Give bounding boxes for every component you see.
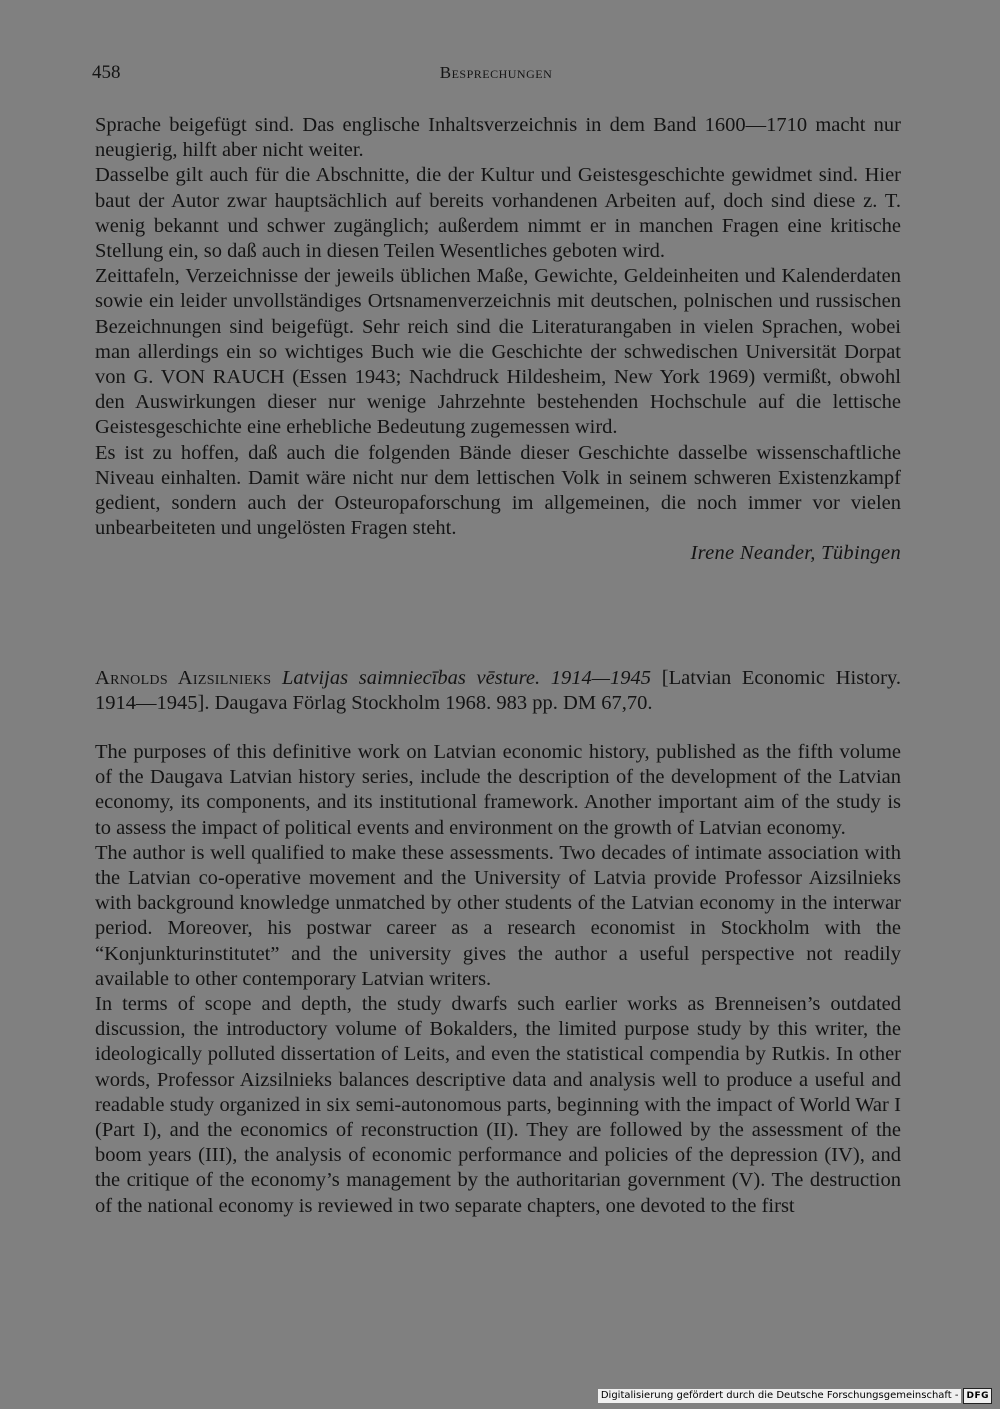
review-german: [95, 113, 901, 567]
review-english: [95, 740, 901, 1219]
bibliographic-entry: [95, 666, 901, 716]
digitization-footer: [598, 1389, 992, 1403]
footer-text: Digitalisierung gefördert durch die Deutsche Forschungsgemeinschaft -: [598, 1389, 962, 1403]
page-number: 458: [92, 62, 121, 83]
dfg-logo: DFG: [963, 1388, 992, 1404]
paragraph: The author is well qualified to make these assessments. Two decades of intimate association with the Latvian co-operative movement and the University of Latvia provide Professor Aizsilnieks with background knowledge unmatched by other students of the Latvian economy in the interwar period. Moreover, his postwar career as a research economist in Stockholm with the “Konjunkturinstitutet” and the university gives the author a useful perspective not readily available to other contemporary Latvian writers.: [95, 841, 901, 990]
book-author: Arnolds Aizsilnieks: [95, 667, 272, 689]
page-header: [92, 60, 900, 86]
paragraph: In terms of scope and depth, the study dwarfs such earlier works as Brenneisen’s outdated discussion, the introductory volume of Bokalders, the limited purpose study by this writer, the ideologically polluted dissertation of Leits, and even the statistical compendia by Rutkis. In other words, Professor Aizsilnieks balances descriptive data and analysis well to produce a useful and readable study organized in six semi-autonomous parts, beginning with the impact of World War I (Part I), and the economics of reconstruction (II). They are followed by the assessment of the boom years (III), the analysis of economic performance and policies of the depression (IV), and the critique of the economy’s management by the authoritarian government (V). The destruction of the national economy is reviewed in two separate chapters, one devoted to the first: [95, 993, 901, 1217]
review-heading: [95, 666, 901, 716]
paragraph: Sprache beigefügt sind. Das englische Inhaltsverzeichnis in dem Band 1600—1710 macht nur neugierig, hilft aber nicht weiter.: [95, 114, 901, 162]
reviewer-signature: Irene Neander, Tübingen: [690, 542, 901, 565]
book-details: [Latvian Economic History. 1914—1945]. Daugava Förlag Stockholm 1968. 983 pp. DM 67,70.: [95, 667, 901, 715]
book-title: Latvijas saimniecības vēsture. 1914—1945: [282, 667, 652, 689]
running-head: Besprechungen: [439, 63, 553, 82]
paragraph: The purposes of this definitive work on Latvian economic history, published as the fifth volume of the Daugava Latvian history series, include the description of the development of the Latvian economy, its components, and its institutional framework. Another important aim of the study is to assess the impact of political events and environment on the growth of Latvian economy.: [95, 741, 901, 839]
paragraph: Dasselbe gilt auch für die Abschnitte, die der Kultur und Geistesgeschichte gewidmet sind. Hier baut der Autor zwar hauptsächlich auf bereits vorhandenen Arbeiten auf, doch sind diese z. T. wenig bekannt und schwer zugänglich; außerdem nimmt er in manchen Fragen eine kritische Stellung ein, so daß auch in diesen Teilen Wesentliches geboten wird.: [95, 164, 901, 263]
paragraph: Zeittafeln, Verzeichnisse der jeweils üblichen Maße, Gewichte, Geldeinheiten und Kalenderdaten sowie ein leider unvollständiges Ortsnamenverzeichnis mit deutschen, polnischen und russischen Bezeichnungen sind beigefügt. Sehr reich sind die Literaturangaben in vielen Sprachen, wobei man allerdings ein so wichtiges Buch wie die Geschichte der schwedischen Universität Dorpat von G. VON RAUCH (Essen 1943; Nachdruck Hildesheim, New York 1969) vermißt, obwohl den Auswirkungen dieser nur wenige Jahrzehnte bestehenden Hochschule auf die lettische Geistesgeschichte eine erhebliche Bedeutung zugemessen wird.: [95, 265, 901, 439]
paragraph: Es ist zu hoffen, daß auch die folgenden Bände dieser Geschichte dasselbe wissenschaftliche Niveau einhalten. Damit wäre nicht nur dem lettischen Volk in seinem schweren Existenzkampf gedient, sondern auch der Osteuropaforschung im allgemeinen, die noch immer vor vielen unbearbeiteten und ungelösten Fragen steht.: [95, 441, 901, 540]
